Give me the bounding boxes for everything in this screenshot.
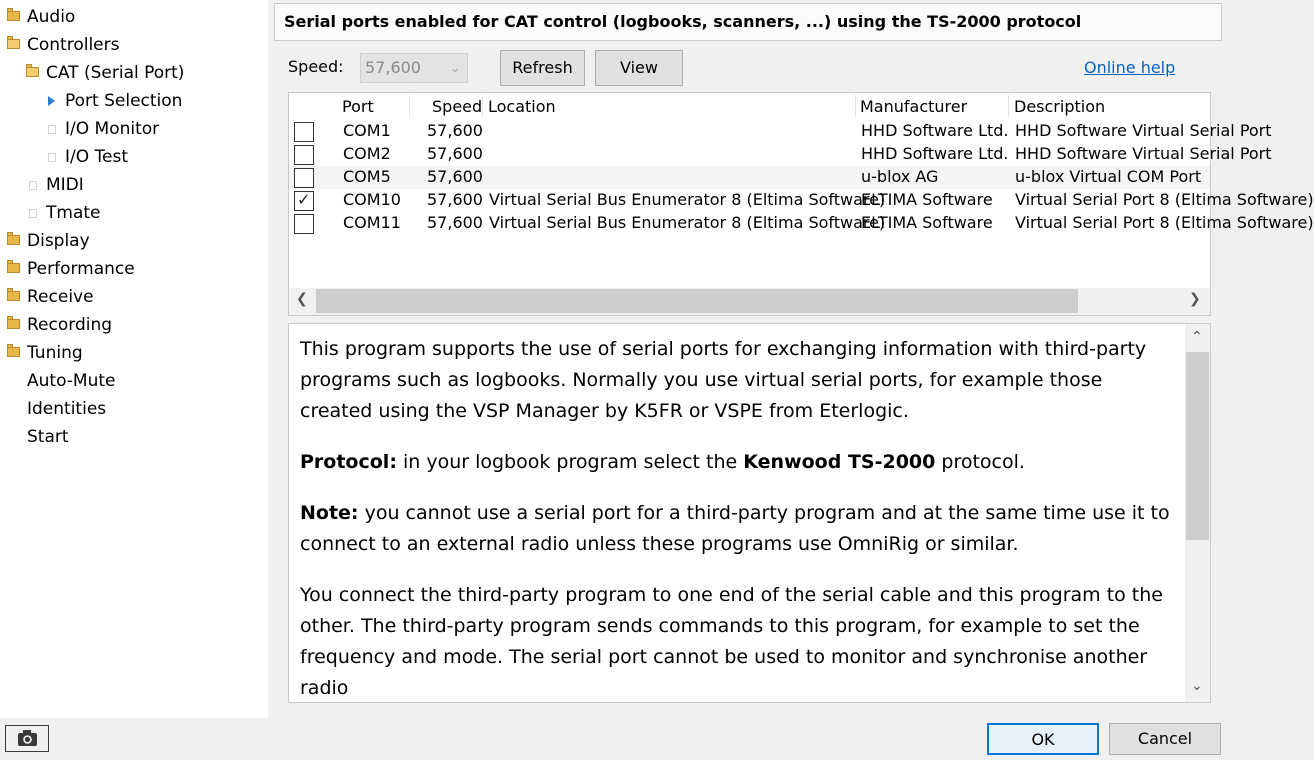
table-row[interactable] [289,166,1210,189]
speed-label: Speed: [288,57,344,76]
tree-item-label: Recording [27,315,113,335]
tree-item-label: Receive [27,287,94,307]
tree-item-io-monitor[interactable] [0,115,268,143]
settings-tree [0,0,268,718]
tree-item-label: Performance [27,259,135,279]
view-button[interactable]: View [595,50,683,86]
port-cell: COM1 [343,121,391,140]
folder-icon [7,263,20,273]
port-checkbox[interactable] [294,145,314,165]
port-cell: COM5 [343,167,391,186]
column-divider [1008,95,1009,117]
online-help-link[interactable]: Online help [1084,58,1176,77]
description-cell: Virtual Serial Port 8 (Eltima Software) [1015,190,1314,209]
column-header-description[interactable]: Description [1014,97,1106,116]
help-text-span: you cannot use a serial port for a third-party program and at the same time use it to connect to an external radio unless these programs use OmniRig or similar. [300,502,1170,555]
tree-item-label: Auto-Mute [27,371,116,391]
scroll-left-icon[interactable]: ❮ [296,291,308,307]
tree-item-label: Start [27,427,69,447]
check-icon: ✓ [297,190,311,209]
tree-item-recording[interactable] [0,311,268,339]
port-cell: COM2 [343,144,391,163]
camera-icon [6,726,48,751]
scroll-down-icon[interactable]: ⌄ [1191,678,1203,694]
help-bold-label: Note: [300,502,359,524]
manufacturer-cell: ELTIMA Software [861,190,993,209]
tree-item-audio[interactable] [0,3,268,31]
help-paragraph [300,498,1180,560]
tree-item-start[interactable] [0,423,268,451]
dialog-footer [0,718,1226,760]
page-title: Serial ports enabled for CAT control (logbooks, scanners, ...) using the TS-2000 protocol [274,3,1222,41]
tree-item-controllers[interactable] [0,31,268,59]
tree-item-label: Controllers [27,35,120,55]
tree-item-cat-serial-port[interactable] [0,59,268,87]
folder-icon [7,291,20,301]
tree-item-auto-mute[interactable] [0,367,268,395]
scrollbar-thumb[interactable] [316,289,1078,313]
leaf-icon [48,125,56,134]
tree-item-identities[interactable] [0,395,268,423]
scrollbar-thumb[interactable] [1186,352,1209,540]
speed-select[interactable] [360,53,468,83]
description-cell: Virtual Serial Port 8 (Eltima Software) [1015,213,1314,232]
help-text [300,334,1180,724]
help-paragraph: This program supports the use of serial ports for exchanging information with third-party programs such as logbooks. Normally you use virtual serial ports, for example those created using the VSP Manager by K5FR or VSPE from Eterlogic. [300,338,1147,422]
speed-cell: 57,600 [427,167,483,186]
table-row[interactable] [289,143,1272,166]
tree-item-display[interactable] [0,227,268,255]
tree-item-receive[interactable] [0,283,268,311]
selected-arrow-icon [48,96,55,106]
tree-item-midi[interactable] [0,171,268,199]
help-text-span: in your logbook program select the [396,451,744,473]
table-row[interactable] [289,212,1314,235]
manufacturer-cell: HHD Software Ltd. [861,144,1009,163]
port-checkbox[interactable] [294,122,314,142]
description-cell: HHD Software Virtual Serial Port [1015,121,1272,140]
vertical-scrollbar[interactable] [1185,324,1210,702]
column-divider [482,95,483,117]
manufacturer-cell: HHD Software Ltd. [861,121,1009,140]
table-row[interactable] [289,120,1272,143]
screenshot-button[interactable] [5,725,49,752]
tree-item-label: Port Selection [65,91,183,111]
speed-cell: 57,600 [427,190,483,209]
tree-item-label: Tmate [46,203,101,223]
manufacturer-cell: u-blox AG [861,167,939,186]
description-cell: u-blox Virtual COM Port [1015,167,1202,186]
help-paragraph [300,447,1180,478]
tree-item-port-selection[interactable] [0,87,268,115]
scroll-right-icon[interactable]: ❯ [1189,291,1201,307]
cancel-button[interactable]: Cancel [1109,723,1221,755]
folder-open-icon [7,39,20,49]
leaf-icon [29,181,37,190]
tree-item-label: Audio [27,7,76,27]
description-cell: HHD Software Virtual Serial Port [1015,144,1272,163]
ok-button[interactable]: OK [987,723,1099,755]
tree-item-label: I/O Monitor [65,119,160,139]
leaf-icon [29,209,37,218]
tree-item-tmate[interactable] [0,199,268,227]
refresh-button[interactable]: Refresh [500,50,585,86]
tree-item-tuning[interactable] [0,339,268,367]
manufacturer-cell: ELTIMA Software [861,213,993,232]
tree-item-label: Identities [27,399,107,419]
folder-icon [7,235,20,245]
column-divider [855,95,856,117]
column-divider [409,95,410,117]
tree-item-label: MIDI [46,175,84,195]
scroll-up-icon[interactable]: ⌃ [1191,329,1203,345]
horizontal-scrollbar[interactable] [289,288,1210,315]
speed-cell: 57,600 [427,144,483,163]
folder-icon [7,347,20,357]
column-header-manufacturer[interactable]: Manufacturer [860,97,968,116]
settings-panel [271,0,1314,718]
folder-icon [7,319,20,329]
tree-item-label: Tuning [27,343,83,363]
folder-open-icon [26,67,39,77]
help-text-span: protocol. [935,451,1025,473]
chevron-down-icon: ⌄ [449,61,460,75]
column-header-port[interactable]: Port [342,97,374,116]
leaf-icon [48,153,56,162]
port-cell: COM10 [343,190,401,209]
tree-item-label: I/O Test [65,147,129,167]
column-header-location[interactable]: Location [488,97,556,116]
port-checkbox[interactable] [294,191,314,211]
location-cell: Virtual Serial Bus Enumerator 8 (Eltima Software) [489,213,886,232]
help-paragraph: You connect the third-party program to one end of the serial cable and this program to the other. The third-party program sends commands to this program, for example to set the frequency and mode. The serial port cannot be used to monitor and synchronise another radio [300,584,1163,699]
tree-item-label: CAT (Serial Port) [46,63,185,83]
tree-item-performance[interactable] [0,255,268,283]
folder-icon [7,11,20,21]
speed-select-value: 57,600 [365,58,421,77]
port-cell: COM11 [343,213,401,232]
location-cell: Virtual Serial Bus Enumerator 8 (Eltima Software) [489,190,886,209]
help-bold-label: Protocol: [300,451,397,473]
port-table [288,92,1314,316]
help-bold-text: Kenwood TS-2000 [743,451,936,473]
column-header-speed[interactable]: Speed [432,97,483,116]
speed-cell: 57,600 [427,121,483,140]
tree-item-io-test[interactable] [0,143,268,171]
tree-item-label: Display [27,231,90,251]
help-text-panel [288,323,1211,703]
table-row[interactable] [289,189,1314,212]
port-checkbox[interactable] [294,168,314,188]
speed-cell: 57,600 [427,213,483,232]
port-checkbox[interactable] [294,214,314,234]
